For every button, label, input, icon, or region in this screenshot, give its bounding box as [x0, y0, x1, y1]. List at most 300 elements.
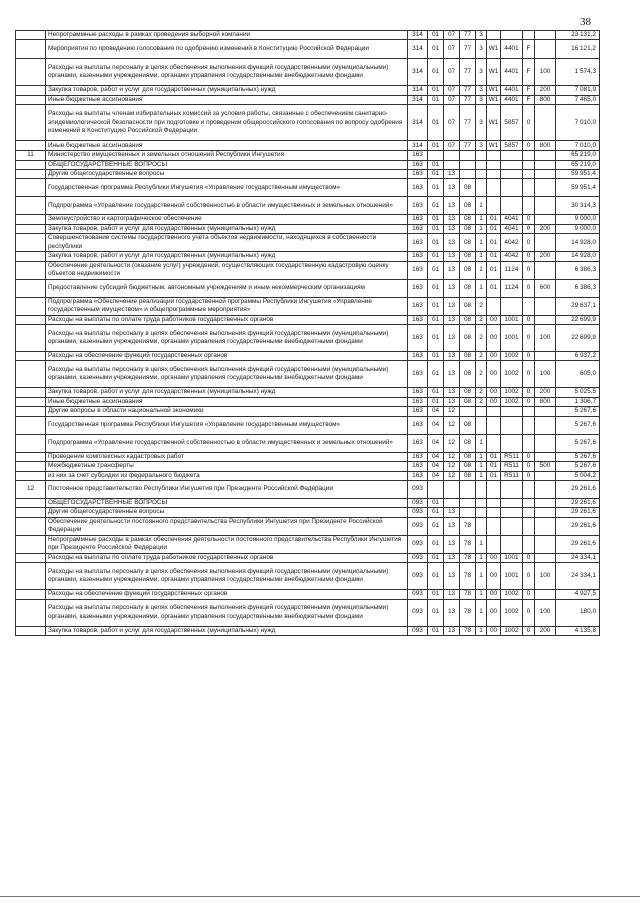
code-subprogram-cell: 1 — [476, 279, 487, 297]
code-section-cell — [428, 151, 444, 160]
code-subsection-cell: 07 — [444, 105, 460, 141]
code-main-event-cell: 01 — [487, 234, 501, 252]
code-main-event-cell: 01 — [487, 452, 501, 461]
code-admin-cell: 163 — [408, 361, 428, 388]
section-number-cell — [16, 352, 46, 361]
section-number-cell — [16, 590, 46, 599]
code-direction-cell: 1001 — [501, 563, 523, 590]
code-direction-suffix-cell — [523, 160, 535, 169]
table-row — [16, 599, 600, 626]
code-section-cell: 01 — [428, 234, 444, 252]
code-subprogram-cell — [476, 517, 487, 535]
code-direction-suffix-cell — [523, 416, 535, 434]
table-row — [16, 590, 600, 599]
item-name-cell: Совершенствование системы государственного учёта объектов недвижимости, находящихся в собственности республики — [46, 234, 408, 252]
amount-cell: 23 131,2 — [556, 31, 600, 40]
code-subprogram-cell — [476, 498, 487, 507]
item-name-cell: Закупка товаров, работ и услуг для государственных (муниципальных) нужд — [46, 388, 408, 397]
section-number-cell — [16, 325, 46, 352]
code-main-event-cell: 00 — [487, 590, 501, 599]
code-expense-type-cell — [535, 179, 556, 197]
code-expense-type-cell: 100 — [535, 325, 556, 352]
code-subsection-cell: 07 — [444, 95, 460, 104]
amount-cell: 1 574,3 — [556, 59, 600, 86]
code-admin-cell: 163 — [408, 197, 428, 215]
section-number-cell — [16, 397, 46, 406]
item-name-cell: Расходы на выплаты членам избирательных комиссий за условия работы, связанные с обеспечением санитарно-эпидемиологической безопасности при подготовке и проведении общероссийского голосования по вопросу одобрения изменений в Конституцию Российской Федерации — [46, 105, 408, 141]
code-section-cell: 01 — [428, 279, 444, 297]
code-subsection-cell: 13 — [444, 535, 460, 553]
item-name-cell: Проведение комплексных кадастровых работ — [46, 452, 408, 461]
code-admin-cell: 163 — [408, 462, 428, 471]
code-section-cell: 01 — [428, 224, 444, 233]
code-direction-suffix-cell: 0 — [523, 553, 535, 562]
amount-cell: 24 334,1 — [556, 563, 600, 590]
code-program-cell — [460, 160, 476, 169]
code-program-cell: 08 — [460, 315, 476, 324]
code-admin-cell: 163 — [408, 407, 428, 416]
code-direction-cell: 1001 — [501, 325, 523, 352]
code-main-event-cell: W1 — [487, 86, 501, 95]
item-name-cell: Государственная программа Республики Ингушетия «Управление государственным имуществом» — [46, 179, 408, 197]
code-subsection-cell: 13 — [444, 252, 460, 261]
code-program-cell: 78 — [460, 626, 476, 635]
code-direction-suffix-cell: 0 — [523, 279, 535, 297]
section-number-cell — [16, 553, 46, 562]
code-subsection-cell: 12 — [444, 416, 460, 434]
code-direction-suffix-cell: 0 — [523, 141, 535, 151]
item-name-cell: Расходы на выплаты персоналу в целях обеспечения выполнения функций государственными (муниципальными) органами, казенными учреждениями, органами управления государственными внебюджетными фондами — [46, 599, 408, 626]
code-direction-cell — [501, 170, 523, 179]
code-subsection-cell: 13 — [444, 197, 460, 215]
code-subsection-cell: 13 — [444, 224, 460, 233]
code-direction-cell: 1001 — [501, 315, 523, 324]
code-section-cell: 01 — [428, 179, 444, 197]
item-name-cell: Другие вопросы в области национальной экономики — [46, 407, 408, 416]
code-expense-type-cell: 800 — [535, 95, 556, 104]
code-main-event-cell — [487, 535, 501, 553]
code-section-cell: 04 — [428, 462, 444, 471]
code-main-event-cell: 01 — [487, 462, 501, 471]
code-subprogram-cell: 3 — [476, 105, 487, 141]
code-program-cell: 08 — [460, 397, 476, 406]
section-number-cell — [16, 59, 46, 86]
section-number-cell — [16, 279, 46, 297]
code-direction-cell: 4401 — [501, 59, 523, 86]
item-name-cell: Расходы на выплаты персоналу в целях обеспечения выполнения функций государственными (муниципальными) органами, казенными учреждениями, органами управления государственными внебюджетными фондами — [46, 361, 408, 388]
code-direction-suffix-cell: F — [523, 59, 535, 86]
code-direction-suffix-cell: 0 — [523, 361, 535, 388]
code-expense-type-cell: 100 — [535, 563, 556, 590]
code-subprogram-cell: 1 — [476, 626, 487, 635]
code-direction-suffix-cell — [523, 434, 535, 452]
code-section-cell: 04 — [428, 452, 444, 461]
code-subprogram-cell: 2 — [476, 325, 487, 352]
table-row — [16, 498, 600, 507]
section-number-cell — [16, 40, 46, 59]
code-direction-suffix-cell: 0 — [523, 224, 535, 233]
amount-cell: 605,0 — [556, 361, 600, 388]
code-direction-suffix-cell: 0 — [523, 105, 535, 141]
code-admin-cell: 093 — [408, 599, 428, 626]
amount-cell: 22 699,9 — [556, 315, 600, 324]
code-direction-suffix-cell — [523, 31, 535, 40]
table-row — [16, 160, 600, 169]
code-direction-suffix-cell: 0 — [523, 397, 535, 406]
code-subsection-cell: 13 — [444, 234, 460, 252]
code-expense-type-cell: 100 — [535, 361, 556, 388]
code-subprogram-cell: 1 — [476, 215, 487, 224]
code-subprogram-cell: 1 — [476, 224, 487, 233]
code-expense-type-cell — [535, 160, 556, 169]
code-direction-cell — [501, 535, 523, 553]
item-name-cell: Расходы на выплаты по оплате труда работников государственных органов — [46, 315, 408, 324]
code-subprogram-cell: 3 — [476, 31, 487, 40]
code-main-event-cell — [487, 407, 501, 416]
code-subsection-cell: 07 — [444, 40, 460, 59]
code-main-event-cell — [487, 179, 501, 197]
amount-cell: 14 928,0 — [556, 252, 600, 261]
table-row — [16, 261, 600, 279]
code-subsection-cell: 13 — [444, 508, 460, 517]
section-number-cell — [16, 197, 46, 215]
code-subprogram-cell: 1 — [476, 252, 487, 261]
code-direction-suffix-cell: 0 — [523, 563, 535, 590]
code-admin-cell: 093 — [408, 553, 428, 562]
table-row — [16, 31, 600, 40]
code-subsection-cell: 12 — [444, 462, 460, 471]
table-row — [16, 105, 600, 141]
code-section-cell — [428, 480, 444, 498]
code-section-cell: 01 — [428, 325, 444, 352]
code-section-cell: 01 — [428, 40, 444, 59]
amount-cell: 5 267,6 — [556, 434, 600, 452]
code-admin-cell: 163 — [408, 397, 428, 406]
code-program-cell: 08 — [460, 179, 476, 197]
code-direction-suffix-cell: 0 — [523, 352, 535, 361]
code-program-cell: 77 — [460, 86, 476, 95]
code-direction-cell: 1002 — [501, 361, 523, 388]
code-direction-cell: 1002 — [501, 352, 523, 361]
code-direction-suffix-cell: F — [523, 40, 535, 59]
amount-cell: 65 219,0 — [556, 151, 600, 160]
code-direction-suffix-cell: 0 — [523, 252, 535, 261]
code-program-cell — [460, 151, 476, 160]
section-number-cell — [16, 86, 46, 95]
code-section-cell: 04 — [428, 471, 444, 480]
amount-cell: 5 267,6 — [556, 452, 600, 461]
code-subprogram-cell: 2 — [476, 388, 487, 397]
code-section-cell: 01 — [428, 590, 444, 599]
code-main-event-cell: 00 — [487, 315, 501, 324]
code-direction-cell: 4041 — [501, 224, 523, 233]
code-section-cell: 01 — [428, 563, 444, 590]
amount-cell: 16 121,2 — [556, 40, 600, 59]
code-direction-cell: 1002 — [501, 388, 523, 397]
table-body — [16, 31, 600, 636]
code-program-cell: 77 — [460, 141, 476, 151]
code-section-cell: 01 — [428, 508, 444, 517]
code-main-event-cell: 00 — [487, 626, 501, 635]
amount-cell: 59 951,4 — [556, 170, 600, 179]
code-main-event-cell: 00 — [487, 325, 501, 352]
amount-cell: 30 314,3 — [556, 197, 600, 215]
code-expense-type-cell — [535, 261, 556, 279]
code-expense-type-cell — [535, 352, 556, 361]
code-direction-suffix-cell — [523, 498, 535, 507]
section-number-cell — [16, 224, 46, 233]
table-row — [16, 86, 600, 95]
table-row — [16, 388, 600, 397]
code-section-cell: 01 — [428, 31, 444, 40]
item-name-cell: Подпрограмма «Управление государственной собственностью в области имущественных и земельных отношений» — [46, 434, 408, 452]
table-row — [16, 59, 600, 86]
section-number-cell — [16, 234, 46, 252]
code-admin-cell: 093 — [408, 535, 428, 553]
code-subprogram-cell — [476, 416, 487, 434]
code-expense-type-cell: 800 — [535, 141, 556, 151]
code-direction-cell: 1002 — [501, 590, 523, 599]
code-main-event-cell — [487, 480, 501, 498]
code-expense-type-cell — [535, 234, 556, 252]
code-expense-type-cell — [535, 452, 556, 461]
code-direction-cell: 4401 — [501, 95, 523, 104]
amount-cell: 6 386,3 — [556, 279, 600, 297]
table-row — [16, 297, 600, 315]
code-main-event-cell — [487, 508, 501, 517]
code-direction-suffix-cell: F — [523, 95, 535, 104]
section-number-cell — [16, 599, 46, 626]
table-row — [16, 170, 600, 179]
code-direction-cell — [501, 197, 523, 215]
code-direction-cell — [501, 160, 523, 169]
code-main-event-cell — [487, 434, 501, 452]
code-program-cell: 08 — [460, 297, 476, 315]
code-program-cell: 78 — [460, 590, 476, 599]
code-program-cell — [460, 508, 476, 517]
code-admin-cell: 093 — [408, 508, 428, 517]
code-expense-type-cell — [535, 105, 556, 141]
code-subprogram-cell: 2 — [476, 397, 487, 406]
code-direction-cell — [501, 179, 523, 197]
table-row — [16, 215, 600, 224]
code-program-cell — [460, 498, 476, 507]
item-name-cell: Подпрограмма «Обеспечение реализации государственной программы Республики Ингушетия «Управление государственным имуществом» и общепрограммные мероприятия» — [46, 297, 408, 315]
section-number-cell — [16, 179, 46, 197]
code-subprogram-cell: 1 — [476, 197, 487, 215]
code-admin-cell: 093 — [408, 590, 428, 599]
code-main-event-cell: 00 — [487, 397, 501, 406]
code-admin-cell: 093 — [408, 480, 428, 498]
table-row — [16, 535, 600, 553]
section-number-cell — [16, 434, 46, 452]
code-program-cell: 08 — [460, 224, 476, 233]
item-name-cell: Постоянное представительство Республики Ингушетия при Президенте Российской Федерации — [46, 480, 408, 498]
code-expense-type-cell — [535, 215, 556, 224]
code-main-event-cell — [487, 170, 501, 179]
item-name-cell: Закупка товаров, работ и услуг для государственных (муниципальных) нужд — [46, 86, 408, 95]
code-program-cell — [460, 170, 476, 179]
code-direction-cell: R511 — [501, 452, 523, 461]
code-section-cell: 01 — [428, 297, 444, 315]
code-direction-suffix-cell — [523, 480, 535, 498]
table-row — [16, 234, 600, 252]
code-direction-cell — [501, 297, 523, 315]
code-admin-cell: 163 — [408, 279, 428, 297]
code-expense-type-cell — [535, 434, 556, 452]
code-expense-type-cell — [535, 535, 556, 553]
code-section-cell: 04 — [428, 434, 444, 452]
amount-cell: 7 010,0 — [556, 105, 600, 141]
code-subprogram-cell: 3 — [476, 59, 487, 86]
item-name-cell: из них за счет субсидии из федерального бюджета — [46, 471, 408, 480]
code-admin-cell: 314 — [408, 86, 428, 95]
code-direction-cell: R511 — [501, 462, 523, 471]
code-direction-suffix-cell: 0 — [523, 261, 535, 279]
code-admin-cell: 093 — [408, 563, 428, 590]
amount-cell: 4 927,5 — [556, 590, 600, 599]
code-section-cell: 01 — [428, 498, 444, 507]
item-name-cell: Расходы на обеспечение функций государственных органов — [46, 352, 408, 361]
code-section-cell: 04 — [428, 407, 444, 416]
code-direction-suffix-cell: 0 — [523, 388, 535, 397]
amount-cell: 5 267,6 — [556, 407, 600, 416]
table-row — [16, 141, 600, 151]
code-program-cell — [460, 407, 476, 416]
section-number-cell — [16, 297, 46, 315]
code-main-event-cell: W1 — [487, 40, 501, 59]
code-subsection-cell: 13 — [444, 563, 460, 590]
code-admin-cell: 163 — [408, 315, 428, 324]
section-number-cell — [16, 388, 46, 397]
code-program-cell: 08 — [460, 279, 476, 297]
code-subprogram-cell: 1 — [476, 462, 487, 471]
item-name-cell: Расходы на обеспечение функций государственных органов — [46, 590, 408, 599]
code-direction-suffix-cell — [523, 170, 535, 179]
code-direction-cell — [501, 508, 523, 517]
code-admin-cell: 163 — [408, 471, 428, 480]
code-program-cell: 77 — [460, 31, 476, 40]
item-name-cell: Предоставление субсидий бюджетным, автономным учреждениям и иным некоммерческим организациям — [46, 279, 408, 297]
code-subprogram-cell — [476, 170, 487, 179]
section-number-cell — [16, 160, 46, 169]
code-expense-type-cell — [535, 416, 556, 434]
amount-cell: 65 219,0 — [556, 160, 600, 169]
code-program-cell: 08 — [460, 452, 476, 461]
amount-cell: 29 261,6 — [556, 480, 600, 498]
code-expense-type-cell — [535, 40, 556, 59]
code-section-cell: 01 — [428, 261, 444, 279]
code-admin-cell: 314 — [408, 95, 428, 104]
code-direction-cell: 4041 — [501, 215, 523, 224]
code-program-cell: 77 — [460, 40, 476, 59]
item-name-cell: Расходы на выплаты персоналу в целях обеспечения выполнения функций государственными (муниципальными) органами, казенными учреждениями, органами управления государственными внебюджетными фондами — [46, 563, 408, 590]
code-program-cell: 78 — [460, 553, 476, 562]
table-row — [16, 95, 600, 104]
code-direction-cell — [501, 434, 523, 452]
code-direction-suffix-cell: 0 — [523, 452, 535, 461]
code-main-event-cell: 01 — [487, 252, 501, 261]
code-main-event-cell: 01 — [487, 279, 501, 297]
code-program-cell: 08 — [460, 388, 476, 397]
code-direction-suffix-cell: 0 — [523, 590, 535, 599]
code-section-cell: 01 — [428, 599, 444, 626]
item-name-cell: Иные бюджетные ассигнования — [46, 95, 408, 104]
item-name-cell: Иные бюджетные ассигнования — [46, 141, 408, 151]
code-subsection-cell: 13 — [444, 553, 460, 562]
code-admin-cell: 163 — [408, 452, 428, 461]
amount-cell: 9 000,0 — [556, 215, 600, 224]
amount-cell: 14 928,0 — [556, 234, 600, 252]
code-program-cell: 77 — [460, 105, 476, 141]
code-subsection-cell: 07 — [444, 86, 460, 95]
table-row — [16, 407, 600, 416]
code-subsection-cell: 07 — [444, 141, 460, 151]
code-main-event-cell: 01 — [487, 471, 501, 480]
code-main-event-cell: W1 — [487, 95, 501, 104]
code-subprogram-cell — [476, 480, 487, 498]
code-subprogram-cell: 1 — [476, 261, 487, 279]
code-direction-suffix-cell: F — [523, 86, 535, 95]
item-name-cell: Министерство имущественных и земельных отношений Республики Ингушетия — [46, 151, 408, 160]
code-section-cell: 01 — [428, 86, 444, 95]
code-subsection-cell: 13 — [444, 179, 460, 197]
code-main-event-cell — [487, 416, 501, 434]
code-admin-cell: 093 — [408, 517, 428, 535]
table-row — [16, 279, 600, 297]
table-row — [16, 471, 600, 480]
section-number-cell — [16, 471, 46, 480]
code-direction-cell: 4401 — [501, 86, 523, 95]
code-subprogram-cell: 3 — [476, 141, 487, 151]
table-row — [16, 315, 600, 324]
code-program-cell: 08 — [460, 361, 476, 388]
code-subprogram-cell — [476, 508, 487, 517]
code-expense-type-cell — [535, 197, 556, 215]
code-direction-cell: 4042 — [501, 234, 523, 252]
code-subprogram-cell: 1 — [476, 234, 487, 252]
code-subsection-cell: 13 — [444, 215, 460, 224]
amount-cell: 29 261,6 — [556, 517, 600, 535]
amount-cell: 7 465,0 — [556, 95, 600, 104]
code-expense-type-cell — [535, 407, 556, 416]
table-row — [16, 563, 600, 590]
item-name-cell: Другие общегосударственные вопросы — [46, 170, 408, 179]
item-name-cell: ОБЩЕГОСУДАРСТВЕННЫЕ ВОПРОСЫ — [46, 160, 408, 169]
code-section-cell: 01 — [428, 215, 444, 224]
item-name-cell: Расходы на выплаты по оплате труда работников государственных органов — [46, 553, 408, 562]
code-direction-cell — [501, 151, 523, 160]
table-row — [16, 361, 600, 388]
code-direction-cell — [501, 480, 523, 498]
amount-cell: 180,0 — [556, 599, 600, 626]
code-expense-type-cell: 200 — [535, 252, 556, 261]
code-subprogram-cell: 2 — [476, 352, 487, 361]
code-direction-cell — [501, 416, 523, 434]
code-subprogram-cell: 2 — [476, 297, 487, 315]
table-row — [16, 179, 600, 197]
code-direction-cell: 1002 — [501, 397, 523, 406]
section-number-cell: 12 — [16, 480, 46, 498]
section-number-cell — [16, 315, 46, 324]
code-main-event-cell: 00 — [487, 361, 501, 388]
code-program-cell: 78 — [460, 563, 476, 590]
code-section-cell: 01 — [428, 315, 444, 324]
code-subsection-cell — [444, 151, 460, 160]
code-subprogram-cell: 1 — [476, 535, 487, 553]
code-direction-cell: 1002 — [501, 599, 523, 626]
code-subsection-cell: 07 — [444, 59, 460, 86]
